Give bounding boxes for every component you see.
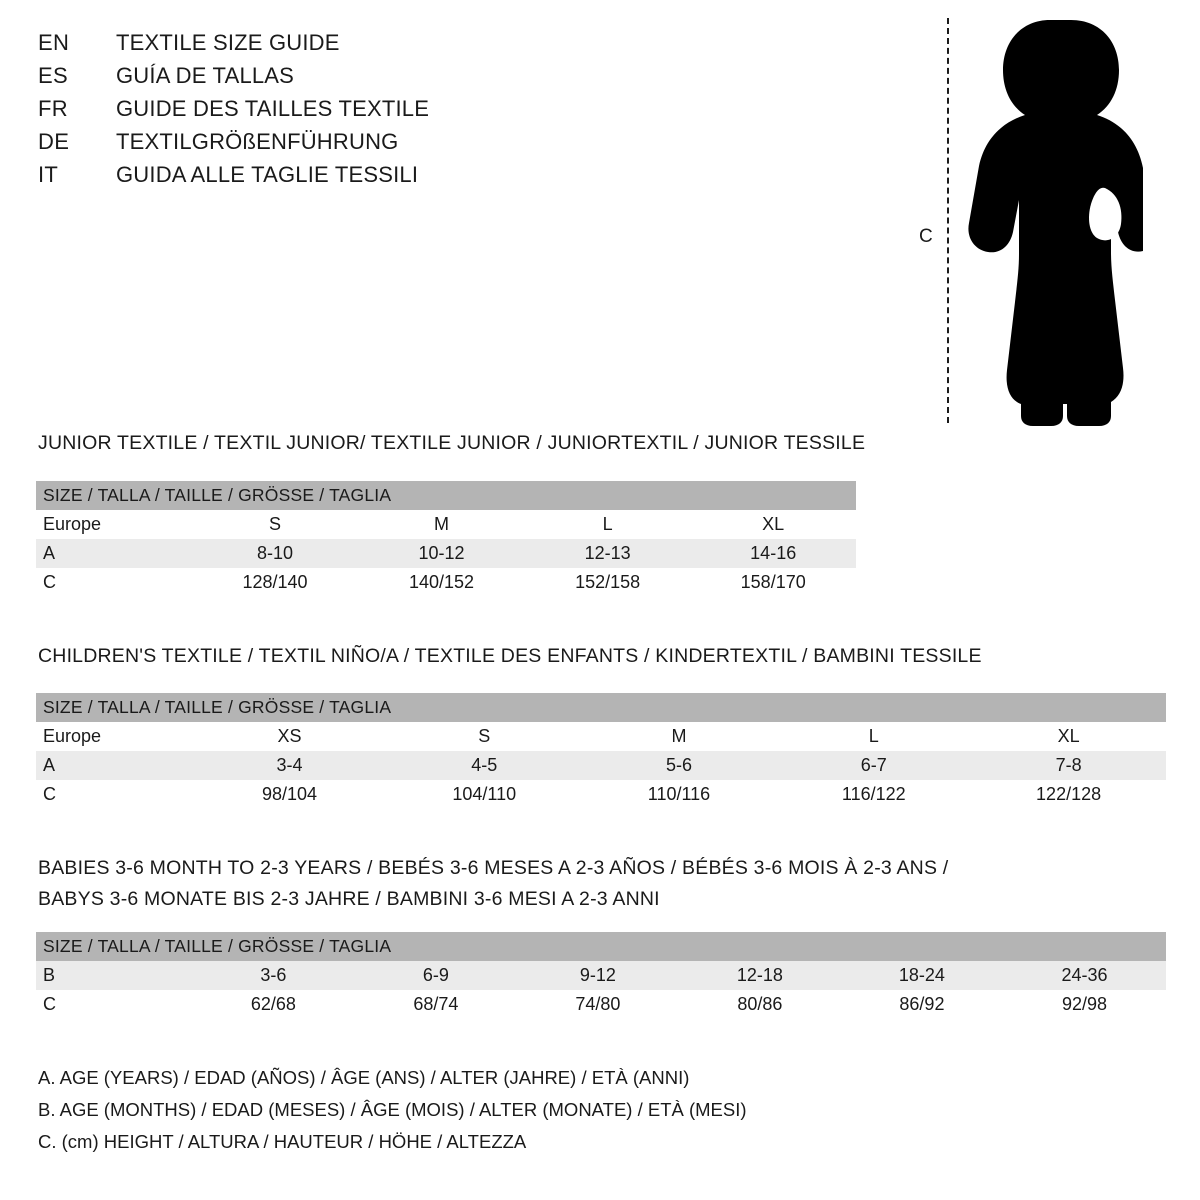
cell-value: 5-6 (582, 751, 777, 780)
legend-line-b: B. AGE (MONTHS) / EDAD (MESES) / ÂGE (MOIS) / ALTER (MONATE) / ETÀ (MESI) (38, 1099, 747, 1120)
table-row (36, 990, 1166, 1019)
table-row (36, 722, 1166, 751)
babies-size-table (36, 932, 1166, 1019)
cell-value: 4-5 (387, 751, 582, 780)
table-row (36, 568, 856, 597)
table-row (36, 961, 1166, 990)
cell-value: 152/158 (525, 568, 691, 597)
cell-value: XL (971, 722, 1166, 751)
header-row (38, 162, 858, 195)
row-label-a: A (36, 751, 192, 780)
legend-line-a: A. AGE (YEARS) / EDAD (AÑOS) / ÂGE (ANS) / ALTER (JAHRE) / ETÀ (ANNI) (38, 1067, 690, 1088)
cell-value: 68/74 (355, 990, 517, 1019)
row-label-c: C (36, 990, 192, 1019)
header-row (38, 129, 858, 162)
height-measure-label: C (919, 226, 933, 247)
language-title-block (38, 30, 858, 195)
table-header-row (36, 693, 1166, 722)
cell-value: 104/110 (387, 780, 582, 809)
table-row (36, 751, 1166, 780)
cell-value: 14-16 (690, 539, 856, 568)
guide-title-de: TEXTILGRÖßENFÜHRUNG (116, 129, 399, 154)
junior-size-table (36, 481, 856, 597)
table-row (36, 539, 856, 568)
cell-value: 140/152 (358, 568, 525, 597)
height-measure-line (947, 18, 949, 423)
cell-value: 110/116 (582, 780, 777, 809)
language-code-fr: FR (38, 96, 68, 121)
cell-value: L (525, 510, 691, 539)
children-table-header: SIZE / TALLA / TAILLE / GRÖSSE / TAGLIA (36, 693, 1166, 722)
cell-value: 7-8 (971, 751, 1166, 780)
table-row (36, 510, 856, 539)
row-label-c: C (36, 780, 192, 809)
cell-value: 128/140 (192, 568, 359, 597)
guide-title-fr: GUIDE DES TAILLES TEXTILE (116, 96, 430, 121)
row-label-a: A (36, 539, 192, 568)
section-title-babies-line2: BABYS 3-6 MONATE BIS 2-3 JAHRE / BAMBINI 3-6 MESI A 2-3 ANNI (38, 888, 660, 910)
cell-value: XL (690, 510, 856, 539)
cell-value: 6-9 (355, 961, 517, 990)
cell-value: 10-12 (358, 539, 525, 568)
cell-value: 12-13 (525, 539, 691, 568)
legend-line-c: C. (cm) HEIGHT / ALTURA / HAUTEUR / HÖHE / ALTEZZA (38, 1131, 527, 1152)
guide-title-es: GUÍA DE TALLAS (116, 63, 295, 88)
table-header-row (36, 481, 856, 510)
cell-value: 9-12 (517, 961, 679, 990)
cell-value: 18-24 (841, 961, 1003, 990)
cell-value: 122/128 (971, 780, 1166, 809)
cell-value: 12-18 (679, 961, 841, 990)
language-code-it: IT (38, 162, 59, 187)
children-size-table (36, 693, 1166, 809)
cell-value: M (582, 722, 777, 751)
section-title-babies (38, 853, 948, 915)
header-row (38, 63, 858, 96)
row-label-europe: Europe (36, 722, 192, 751)
cell-value: 116/122 (776, 780, 971, 809)
cell-value: 3-4 (192, 751, 387, 780)
cell-value: 74/80 (517, 990, 679, 1019)
cell-value: M (358, 510, 525, 539)
cell-value: 24-36 (1003, 961, 1166, 990)
language-code-en: EN (38, 30, 70, 55)
guide-title-en: TEXTILE SIZE GUIDE (116, 30, 340, 55)
language-code-de: DE (38, 129, 70, 154)
header-row (38, 96, 858, 129)
row-label-b: B (36, 961, 192, 990)
cell-value: 80/86 (679, 990, 841, 1019)
cell-value: L (776, 722, 971, 751)
section-title-babies-line1: BABIES 3-6 MONTH TO 2-3 YEARS / BEBÉS 3-6 MESES A 2-3 AÑOS / BÉBÉS 3-6 MOIS À 2-3 ANS / (38, 857, 949, 879)
child-figure-diagram (900, 10, 1170, 430)
child-silhouette-icon (955, 18, 1145, 428)
cell-value: 3-6 (192, 961, 355, 990)
row-label-europe: Europe (36, 510, 192, 539)
cell-value: 6-7 (776, 751, 971, 780)
guide-title-it: GUIDA ALLE TAGLIE TESSILI (116, 162, 419, 187)
cell-value: 158/170 (690, 568, 856, 597)
language-code-es: ES (38, 63, 68, 88)
cell-value: S (192, 510, 359, 539)
section-title-junior: JUNIOR TEXTILE / TEXTIL JUNIOR/ TEXTILE JUNIOR / JUNIORTEXTIL / JUNIOR TESSILE (38, 432, 866, 454)
cell-value: 86/92 (841, 990, 1003, 1019)
cell-value: 92/98 (1003, 990, 1166, 1019)
row-label-c: C (36, 568, 192, 597)
section-title-children: CHILDREN'S TEXTILE / TEXTIL NIÑO/A / TEXTILE DES ENFANTS / KINDERTEXTIL / BAMBINI TESSILE (38, 645, 982, 667)
cell-value: 98/104 (192, 780, 387, 809)
header-row (38, 30, 858, 63)
table-header-row (36, 932, 1166, 961)
cell-value: 62/68 (192, 990, 355, 1019)
cell-value: XS (192, 722, 387, 751)
cell-value: S (387, 722, 582, 751)
babies-table-header: SIZE / TALLA / TAILLE / GRÖSSE / TAGLIA (36, 932, 1166, 961)
junior-table-header: SIZE / TALLA / TAILLE / GRÖSSE / TAGLIA (36, 481, 856, 510)
cell-value: 8-10 (192, 539, 359, 568)
legend-block (38, 1062, 747, 1158)
table-row (36, 780, 1166, 809)
